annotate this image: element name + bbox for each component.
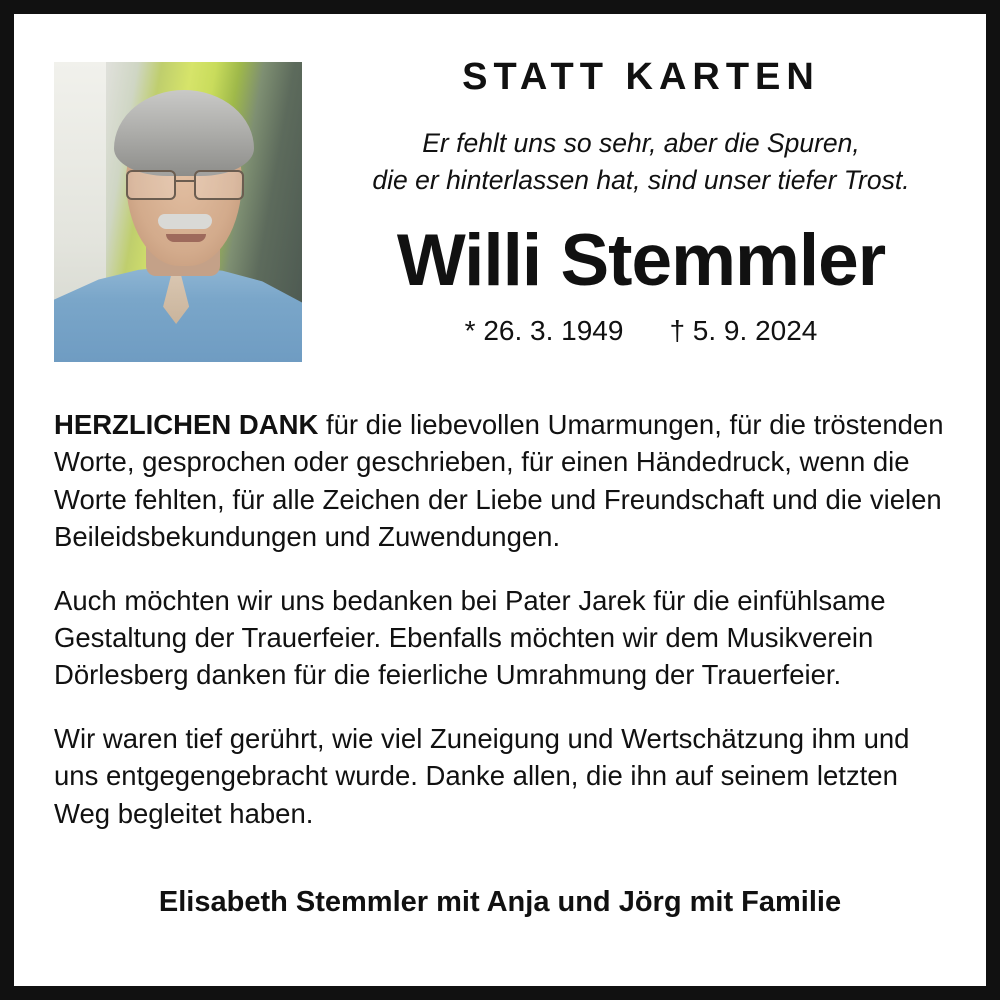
thanks-rest: für die liebevollen Umarmungen, für die tröstenden Worte, gesprochen oder geschrieben, für einen Händedruck, wenn die Worte fehlten, für alle Zeichen der Liebe und Freundschaft und die vielen Beileidsbekundungen und Zuwendungen. — [54, 409, 944, 553]
life-dates — [336, 315, 946, 347]
verse-line-2: die er hinterlassen hat, sind unser tiefer Trost. — [372, 164, 910, 195]
death-date: † 5. 9. 2024 — [669, 314, 818, 346]
photo-glasses — [124, 170, 246, 198]
verse-line-1: Er fehlt uns so sehr, aber die Spuren, — [422, 128, 860, 158]
notice-header-area — [54, 40, 946, 362]
notice-kicker: STATT KARTEN — [462, 56, 820, 98]
family-signature: Elisabeth Stemmler mit Anja und Jörg mit Familie — [158, 885, 842, 918]
birth-date: * 26. 3. 1949 — [464, 314, 624, 346]
notice-inner — [14, 14, 986, 986]
portrait-photo — [54, 62, 302, 362]
photo-glasses-right-lens — [194, 170, 244, 200]
photo-mouth — [166, 234, 206, 242]
verse-block — [336, 125, 946, 198]
photo-glasses-bridge — [174, 180, 196, 182]
header-text-column — [302, 40, 946, 347]
thanks-lead: HERZLICHEN DANK — [54, 409, 319, 440]
notice-body — [54, 406, 946, 832]
deceased-name: Willi Stemmler — [396, 220, 886, 302]
paragraph-closing: Wir waren tief gerührt, wie viel Zuneigung und Wertschätzung ihm und uns entgegengebracht wurde. Danke allen, die ihn auf seinem letzten Weg begleitet haben. — [54, 722, 910, 829]
photo-glasses-left-lens — [126, 170, 176, 200]
paragraph-ceremony: Auch möchten wir uns bedanken bei Pater Jarek für die einfühlsame Gestaltung der Trauerfeier. Ebenfalls möchten wir dem Musikverein Dörlesberg danken für die feierliche Umrahmung der Trauerfeier. — [54, 584, 886, 691]
paragraph-thanks — [54, 406, 946, 556]
photo-mustache — [158, 214, 212, 229]
